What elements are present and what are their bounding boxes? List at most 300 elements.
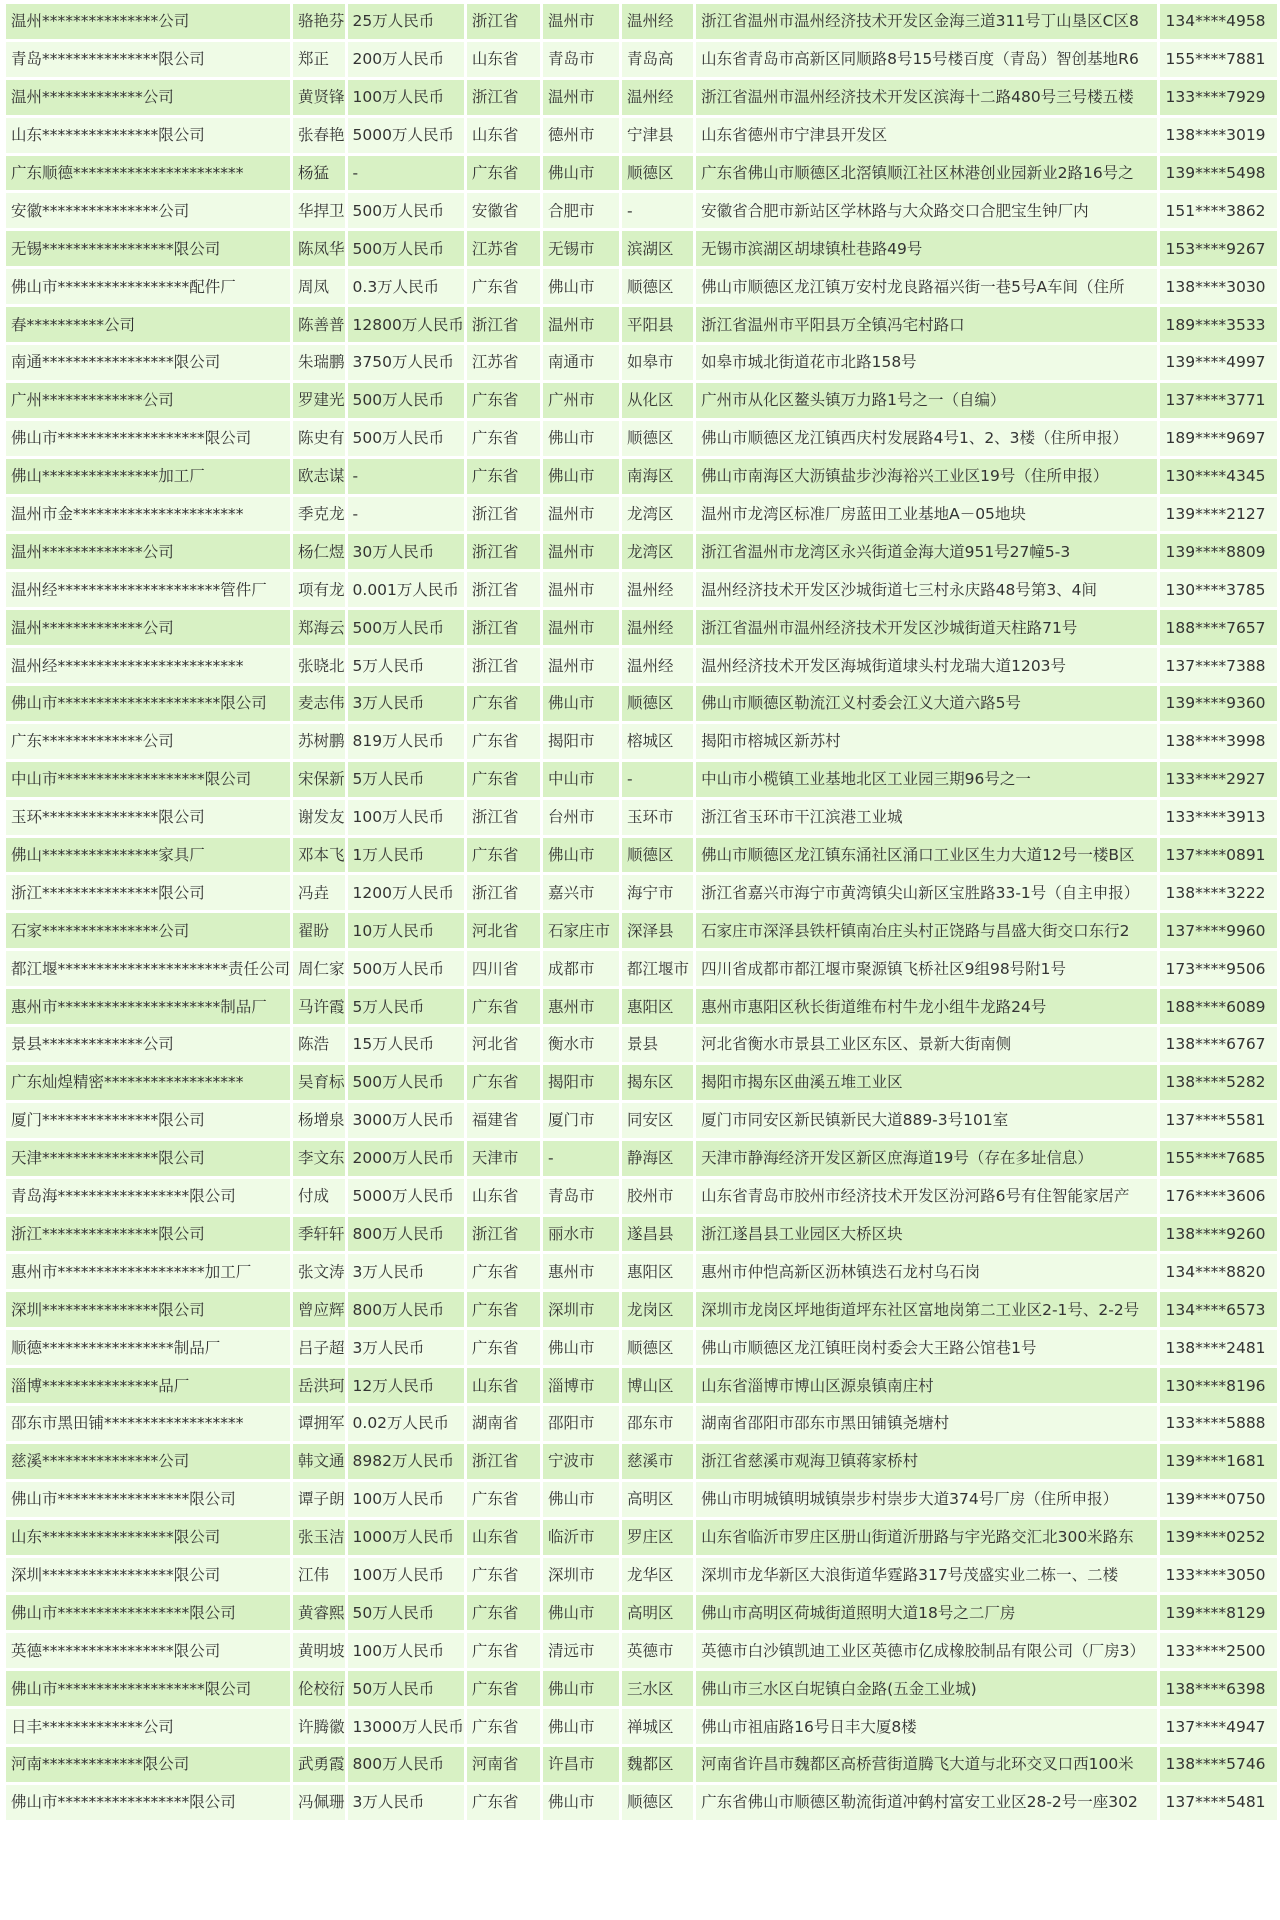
phone-cell: 139****2127 (1160, 497, 1277, 532)
province-cell: 浙江省 (467, 534, 540, 569)
company-name-cell: 佛山***************家具厂 (6, 838, 290, 873)
province-cell: 广东省 (467, 421, 540, 456)
address-cell: 广东省佛山市顺德区勒流街道冲鹤村富安工业区28-2号一座302 (696, 1785, 1156, 1820)
province-cell: 广东省 (467, 383, 540, 418)
address-cell: 山东省淄博市博山区源泉镇南庄村 (696, 1368, 1156, 1403)
capital-cell: 200万人民币 (348, 42, 464, 77)
legal-rep-cell: 罗建光 (293, 383, 345, 418)
capital-cell: 12800万人民币 (348, 307, 464, 342)
province-cell: 河南省 (467, 1747, 540, 1782)
district-cell: 胶州市 (622, 1179, 693, 1214)
company-name-cell: 春**********公司 (6, 307, 290, 342)
phone-cell: 138****3030 (1160, 269, 1277, 304)
city-cell: 成都市 (543, 951, 619, 986)
province-cell: 广东省 (467, 989, 540, 1024)
phone-cell: 133****7929 (1160, 80, 1277, 115)
company-name-cell: 温州*************公司 (6, 80, 290, 115)
address-cell: 揭阳市揭东区曲溪五堆工业区 (696, 1065, 1156, 1100)
province-cell: 广东省 (467, 1254, 540, 1289)
city-cell: 衡水市 (543, 1027, 619, 1062)
capital-cell: 800万人民币 (348, 1217, 464, 1252)
province-cell: 浙江省 (467, 4, 540, 39)
address-cell: 浙江省温州市平阳县万全镇冯宅村路口 (696, 307, 1156, 342)
district-cell: 英德市 (622, 1633, 693, 1668)
province-cell: 四川省 (467, 951, 540, 986)
company-name-cell: 山东*****************限公司 (6, 1520, 290, 1555)
capital-cell: - (348, 497, 464, 532)
province-cell: 广东省 (467, 269, 540, 304)
table-row (6, 345, 1277, 380)
legal-rep-cell: 谢发友 (293, 800, 345, 835)
district-cell: 龙岗区 (622, 1292, 693, 1327)
district-cell: 惠阳区 (622, 989, 693, 1024)
city-cell: 佛山市 (543, 156, 619, 191)
table-row (6, 1595, 1277, 1630)
legal-rep-cell: 张文涛 (293, 1254, 345, 1289)
address-cell: 浙江省温州市温州经济技术开发区金海三道311号丁山垦区C区8 (696, 4, 1156, 39)
capital-cell: 5万人民币 (348, 989, 464, 1024)
province-cell: 广东省 (467, 1785, 540, 1820)
legal-rep-cell: 骆艳芬 (293, 4, 345, 39)
table-row (6, 1141, 1277, 1176)
district-cell: 龙湾区 (622, 534, 693, 569)
phone-cell: 137****9960 (1160, 913, 1277, 948)
legal-rep-cell: 张玉洁 (293, 1520, 345, 1555)
district-cell: 青岛高 (622, 42, 693, 77)
table-row (6, 193, 1277, 228)
province-cell: 广东省 (467, 1633, 540, 1668)
city-cell: 嘉兴市 (543, 875, 619, 910)
legal-rep-cell: 杨猛 (293, 156, 345, 191)
province-cell: 广东省 (467, 724, 540, 759)
district-cell: 顺德区 (622, 686, 693, 721)
address-cell: 浙江省慈溪市观海卫镇蒋家桥村 (696, 1444, 1156, 1479)
legal-rep-cell: 韩文通 (293, 1444, 345, 1479)
company-name-cell: 佛山市*****************限公司 (6, 1482, 290, 1517)
city-cell: 中山市 (543, 762, 619, 797)
company-name-cell: 英德*****************限公司 (6, 1633, 290, 1668)
capital-cell: 25万人民币 (348, 4, 464, 39)
city-cell: 佛山市 (543, 838, 619, 873)
capital-cell: 500万人民币 (348, 610, 464, 645)
phone-cell: 133****3050 (1160, 1558, 1277, 1593)
address-cell: 如皋市城北街道花市北路158号 (696, 345, 1156, 380)
phone-cell: 138****3222 (1160, 875, 1277, 910)
company-name-cell: 广东顺德********************** (6, 156, 290, 191)
company-name-cell: 温州*************公司 (6, 534, 290, 569)
capital-cell: 2000万人民币 (348, 1141, 464, 1176)
legal-rep-cell: 谭子朗 (293, 1482, 345, 1517)
legal-rep-cell: 麦志伟 (293, 686, 345, 721)
table-row (6, 610, 1277, 645)
company-name-cell: 温州市金********************** (6, 497, 290, 532)
address-cell: 温州经济技术开发区海城街道埭头村龙瑞大道1203号 (696, 648, 1156, 683)
address-cell: 山东省青岛市高新区同顺路8号15号楼百度（青岛）智创基地R6 (696, 42, 1156, 77)
district-cell: 邵东市 (622, 1406, 693, 1441)
city-cell: 临沂市 (543, 1520, 619, 1555)
district-cell: 惠阳区 (622, 1254, 693, 1289)
address-cell: 河北省衡水市景县工业区东区、景新大街南侧 (696, 1027, 1156, 1062)
district-cell: 深泽县 (622, 913, 693, 948)
phone-cell: 139****5498 (1160, 156, 1277, 191)
table-row (6, 1179, 1277, 1214)
city-cell: 惠州市 (543, 1254, 619, 1289)
city-cell: 佛山市 (543, 1482, 619, 1517)
legal-rep-cell: 付成 (293, 1179, 345, 1214)
phone-cell: 173****9506 (1160, 951, 1277, 986)
district-cell: 温州经 (622, 4, 693, 39)
capital-cell: 500万人民币 (348, 1065, 464, 1100)
legal-rep-cell: 陈浩 (293, 1027, 345, 1062)
district-cell: 静海区 (622, 1141, 693, 1176)
company-name-cell: 都江堰**********************责任公司 (6, 951, 290, 986)
city-cell: 佛山市 (543, 1595, 619, 1630)
district-cell: 龙华区 (622, 1558, 693, 1593)
capital-cell: 800万人民币 (348, 1292, 464, 1327)
table-row (6, 1027, 1277, 1062)
legal-rep-cell: 黄明坡 (293, 1633, 345, 1668)
province-cell: 河北省 (467, 913, 540, 948)
address-cell: 湖南省邵阳市邵东市黑田铺镇尧塘村 (696, 1406, 1156, 1441)
city-cell: 温州市 (543, 307, 619, 342)
address-cell: 佛山市顺德区龙江镇万安村龙良路福兴街一巷5号A车间（住所 (696, 269, 1156, 304)
phone-cell: 130****3785 (1160, 572, 1277, 607)
legal-rep-cell: 华捍卫 (293, 193, 345, 228)
capital-cell: 100万人民币 (348, 1482, 464, 1517)
company-name-cell: 安徽***************公司 (6, 193, 290, 228)
table-row (6, 156, 1277, 191)
city-cell: 青岛市 (543, 1179, 619, 1214)
phone-cell: 137****5481 (1160, 1785, 1277, 1820)
table-row (6, 383, 1277, 418)
city-cell: 丽水市 (543, 1217, 619, 1252)
capital-cell: 15万人民币 (348, 1027, 464, 1062)
address-cell: 中山市小榄镇工业基地北区工业园三期96号之一 (696, 762, 1156, 797)
phone-cell: 137****4947 (1160, 1709, 1277, 1744)
table-row (6, 1520, 1277, 1555)
legal-rep-cell: 吴育标 (293, 1065, 345, 1100)
table-row (6, 534, 1277, 569)
capital-cell: 100万人民币 (348, 1558, 464, 1593)
table-row (6, 875, 1277, 910)
company-name-cell: 佛山市*****************配件厂 (6, 269, 290, 304)
table-row (6, 989, 1277, 1024)
address-cell: 山东省临沂市罗庄区册山街道沂册路与宇光路交汇北300米路东 (696, 1520, 1156, 1555)
district-cell: 禅城区 (622, 1709, 693, 1744)
city-cell: 佛山市 (543, 459, 619, 494)
district-cell: 博山区 (622, 1368, 693, 1403)
address-cell: 佛山市顺德区龙江镇西庆村发展路4号1、2、3楼（住所申报） (696, 421, 1156, 456)
phone-cell: 155****7685 (1160, 1141, 1277, 1176)
phone-cell: 139****8809 (1160, 534, 1277, 569)
district-cell: - (622, 193, 693, 228)
city-cell: 清远市 (543, 1633, 619, 1668)
district-cell: 从化区 (622, 383, 693, 418)
district-cell: 顺德区 (622, 421, 693, 456)
province-cell: 浙江省 (467, 648, 540, 683)
legal-rep-cell: 郑海云 (293, 610, 345, 645)
address-cell: 温州市龙湾区标准厂房蓝田工业基地A－05地块 (696, 497, 1156, 532)
table-row (6, 1633, 1277, 1668)
company-table (3, 1, 1280, 1823)
city-cell: 石家庄市 (543, 913, 619, 948)
legal-rep-cell: 苏树鹏 (293, 724, 345, 759)
table-row (6, 1217, 1277, 1252)
table-row (6, 762, 1277, 797)
phone-cell: 188****7657 (1160, 610, 1277, 645)
city-cell: 揭阳市 (543, 724, 619, 759)
capital-cell: 100万人民币 (348, 80, 464, 115)
table-row (6, 1292, 1277, 1327)
district-cell: 遂昌县 (622, 1217, 693, 1252)
province-cell: 广东省 (467, 1292, 540, 1327)
address-cell: 浙江遂昌县工业园区大桥区块 (696, 1217, 1156, 1252)
city-cell: 佛山市 (543, 686, 619, 721)
district-cell: 三水区 (622, 1671, 693, 1706)
district-cell: 温州经 (622, 572, 693, 607)
district-cell: 顺德区 (622, 1785, 693, 1820)
city-cell: 佛山市 (543, 1671, 619, 1706)
legal-rep-cell: 许腾徽 (293, 1709, 345, 1744)
company-name-cell: 广东灿煌精密****************** (6, 1065, 290, 1100)
phone-cell: 133****2500 (1160, 1633, 1277, 1668)
address-cell: 佛山市明城镇明城镇崇步村崇步大道374号厂房（住所申报） (696, 1482, 1156, 1517)
capital-cell: 3万人民币 (348, 1330, 464, 1365)
phone-cell: 139****0750 (1160, 1482, 1277, 1517)
address-cell: 惠州市仲恺高新区沥林镇迭石龙村乌石岗 (696, 1254, 1156, 1289)
legal-rep-cell: 曾应辉 (293, 1292, 345, 1327)
address-cell: 安徽省合肥市新站区学林路与大众路交口合肥宝生钟厂内 (696, 193, 1156, 228)
phone-cell: 139****4997 (1160, 345, 1277, 380)
city-cell: 佛山市 (543, 1330, 619, 1365)
district-cell: 顺德区 (622, 156, 693, 191)
city-cell: 合肥市 (543, 193, 619, 228)
district-cell: 揭东区 (622, 1065, 693, 1100)
city-cell: 淄博市 (543, 1368, 619, 1403)
table-row (6, 269, 1277, 304)
district-cell: 滨湖区 (622, 231, 693, 266)
company-name-cell: 厦门***************限公司 (6, 1103, 290, 1138)
address-cell: 浙江省温州市温州经济技术开发区滨海十二路480号三号楼五楼 (696, 80, 1156, 115)
legal-rep-cell: 陈善普 (293, 307, 345, 342)
phone-cell: 134****8820 (1160, 1254, 1277, 1289)
legal-rep-cell: 武勇霞 (293, 1747, 345, 1782)
table-row (6, 80, 1277, 115)
district-cell: 海宁市 (622, 875, 693, 910)
district-cell: 魏都区 (622, 1747, 693, 1782)
company-name-cell: 佛山市*****************限公司 (6, 1785, 290, 1820)
capital-cell: 5万人民币 (348, 762, 464, 797)
legal-rep-cell: 黄睿熙 (293, 1595, 345, 1630)
table-row (6, 724, 1277, 759)
city-cell: 南通市 (543, 345, 619, 380)
province-cell: 湖南省 (467, 1406, 540, 1441)
company-name-cell: 慈溪***************公司 (6, 1444, 290, 1479)
capital-cell: 3000万人民币 (348, 1103, 464, 1138)
company-name-cell: 玉环***************限公司 (6, 800, 290, 835)
company-name-cell: 温州经************************ (6, 648, 290, 683)
legal-rep-cell: 江伟 (293, 1558, 345, 1593)
address-cell: 四川省成都市都江堰市聚源镇飞桥社区9组98号附1号 (696, 951, 1156, 986)
address-cell: 佛山市南海区大沥镇盐步沙海裕兴工业区19号（住所申报） (696, 459, 1156, 494)
phone-cell: 130****8196 (1160, 1368, 1277, 1403)
district-cell: - (622, 762, 693, 797)
phone-cell: 188****6089 (1160, 989, 1277, 1024)
phone-cell: 138****5282 (1160, 1065, 1277, 1100)
company-name-cell: 河南*************限公司 (6, 1747, 290, 1782)
city-cell: 无锡市 (543, 231, 619, 266)
company-name-cell: 青岛海*****************限公司 (6, 1179, 290, 1214)
address-cell: 无锡市滨湖区胡埭镇杜巷路49号 (696, 231, 1156, 266)
legal-rep-cell: 马许霞 (293, 989, 345, 1024)
capital-cell: 0.001万人民币 (348, 572, 464, 607)
capital-cell: 1200万人民币 (348, 875, 464, 910)
district-cell: 玉环市 (622, 800, 693, 835)
legal-rep-cell: 杨增泉 (293, 1103, 345, 1138)
company-name-cell: 佛山市*******************限公司 (6, 421, 290, 456)
table-row (6, 951, 1277, 986)
city-cell: 温州市 (543, 572, 619, 607)
company-name-cell: 佛山市*****************限公司 (6, 1595, 290, 1630)
phone-cell: 189****3533 (1160, 307, 1277, 342)
company-name-cell: 佛山市*******************限公司 (6, 1671, 290, 1706)
district-cell: 榕城区 (622, 724, 693, 759)
district-cell: 慈溪市 (622, 1444, 693, 1479)
address-cell: 浙江省玉环市干江滨港工业城 (696, 800, 1156, 835)
company-name-cell: 广东*************公司 (6, 724, 290, 759)
legal-rep-cell: 冯佩珊 (293, 1785, 345, 1820)
phone-cell: 133****3913 (1160, 800, 1277, 835)
phone-cell: 137****0891 (1160, 838, 1277, 873)
capital-cell: 500万人民币 (348, 421, 464, 456)
company-name-cell: 广州*************公司 (6, 383, 290, 418)
city-cell: 深圳市 (543, 1292, 619, 1327)
capital-cell: 10万人民币 (348, 913, 464, 948)
province-cell: 广东省 (467, 762, 540, 797)
table-row (6, 1330, 1277, 1365)
phone-cell: 138****3998 (1160, 724, 1277, 759)
table-row (6, 421, 1277, 456)
legal-rep-cell: 周凤 (293, 269, 345, 304)
capital-cell: 5000万人民币 (348, 118, 464, 153)
table-row (6, 686, 1277, 721)
city-cell: 温州市 (543, 4, 619, 39)
phone-cell: 138****9260 (1160, 1217, 1277, 1252)
phone-cell: 134****6573 (1160, 1292, 1277, 1327)
district-cell: 温州经 (622, 610, 693, 645)
table-row (6, 497, 1277, 532)
table-row (6, 42, 1277, 77)
address-cell: 山东省德州市宁津县开发区 (696, 118, 1156, 153)
phone-cell: 176****3606 (1160, 1179, 1277, 1214)
legal-rep-cell: 季克龙 (293, 497, 345, 532)
city-cell: 揭阳市 (543, 1065, 619, 1100)
capital-cell: 50万人民币 (348, 1671, 464, 1706)
table-row (6, 1671, 1277, 1706)
address-cell: 广州市从化区鳌头镇万力路1号之一（自编） (696, 383, 1156, 418)
province-cell: 广东省 (467, 1558, 540, 1593)
address-cell: 河南省许昌市魏都区高桥营街道腾飞大道与北环交叉口西100米 (696, 1747, 1156, 1782)
legal-rep-cell: 欧志谋 (293, 459, 345, 494)
city-cell: 邵阳市 (543, 1406, 619, 1441)
phone-cell: 138****5746 (1160, 1747, 1277, 1782)
province-cell: 广东省 (467, 1330, 540, 1365)
province-cell: 山东省 (467, 118, 540, 153)
company-name-cell: 山东***************限公司 (6, 118, 290, 153)
phone-cell: 151****3862 (1160, 193, 1277, 228)
phone-cell: 137****5581 (1160, 1103, 1277, 1138)
table-row (6, 1709, 1277, 1744)
company-name-cell: 深圳***************限公司 (6, 1292, 290, 1327)
province-cell: 广东省 (467, 838, 540, 873)
legal-rep-cell: 伦校衍 (293, 1671, 345, 1706)
address-cell: 浙江省温州市龙湾区永兴街道金海大道951号27幢5-3 (696, 534, 1156, 569)
district-cell: 高明区 (622, 1595, 693, 1630)
province-cell: 广东省 (467, 1709, 540, 1744)
district-cell: 如皋市 (622, 345, 693, 380)
phone-cell: 130****4345 (1160, 459, 1277, 494)
province-cell: 浙江省 (467, 80, 540, 115)
company-name-cell: 惠州市*********************制品厂 (6, 989, 290, 1024)
capital-cell: 3750万人民币 (348, 345, 464, 380)
company-name-cell: 温州*************公司 (6, 610, 290, 645)
district-cell: 高明区 (622, 1482, 693, 1517)
province-cell: 山东省 (467, 1520, 540, 1555)
table-row (6, 838, 1277, 873)
capital-cell: 50万人民币 (348, 1595, 464, 1630)
company-name-cell: 浙江***************限公司 (6, 1217, 290, 1252)
address-cell: 佛山市顺德区龙江镇东涌社区涌口工业区生力大道12号一楼B区 (696, 838, 1156, 873)
phone-cell: 189****9697 (1160, 421, 1277, 456)
legal-rep-cell: 宋保新 (293, 762, 345, 797)
city-cell: 深圳市 (543, 1558, 619, 1593)
phone-cell: 138****6767 (1160, 1027, 1277, 1062)
table-row (6, 572, 1277, 607)
province-cell: 广东省 (467, 1595, 540, 1630)
capital-cell: 1万人民币 (348, 838, 464, 873)
province-cell: 浙江省 (467, 875, 540, 910)
city-cell: 台州市 (543, 800, 619, 835)
phone-cell: 139****9360 (1160, 686, 1277, 721)
city-cell: 佛山市 (543, 269, 619, 304)
phone-cell: 133****5888 (1160, 1406, 1277, 1441)
capital-cell: 13000万人民币 (348, 1709, 464, 1744)
legal-rep-cell: 吕子超 (293, 1330, 345, 1365)
city-cell: 佛山市 (543, 1709, 619, 1744)
table-row (6, 648, 1277, 683)
legal-rep-cell: 朱瑞鹏 (293, 345, 345, 380)
legal-rep-cell: 杨仁煜 (293, 534, 345, 569)
phone-cell: 153****9267 (1160, 231, 1277, 266)
company-name-cell: 温州***************公司 (6, 4, 290, 39)
city-cell: 佛山市 (543, 421, 619, 456)
company-name-cell: 天津***************限公司 (6, 1141, 290, 1176)
company-name-cell: 邵东市黑田铺****************** (6, 1406, 290, 1441)
legal-rep-cell: 张晓北 (293, 648, 345, 683)
address-cell: 广东省佛山市顺德区北滘镇顺江社区林港创业园新业2路16号之 (696, 156, 1156, 191)
table-row (6, 913, 1277, 948)
capital-cell: 5万人民币 (348, 648, 464, 683)
city-cell: 温州市 (543, 648, 619, 683)
district-cell: 温州经 (622, 80, 693, 115)
city-cell: 青岛市 (543, 42, 619, 77)
address-cell: 佛山市三水区白坭镇白金路(五金工业城) (696, 1671, 1156, 1706)
province-cell: 山东省 (467, 42, 540, 77)
address-cell: 山东省青岛市胶州市经济技术开发区汾河路6号有住智能家居产 (696, 1179, 1156, 1214)
capital-cell: 500万人民币 (348, 193, 464, 228)
address-cell: 温州经济技术开发区沙城街道七三村永庆路48号第3、4间 (696, 572, 1156, 607)
table-row (6, 1747, 1277, 1782)
